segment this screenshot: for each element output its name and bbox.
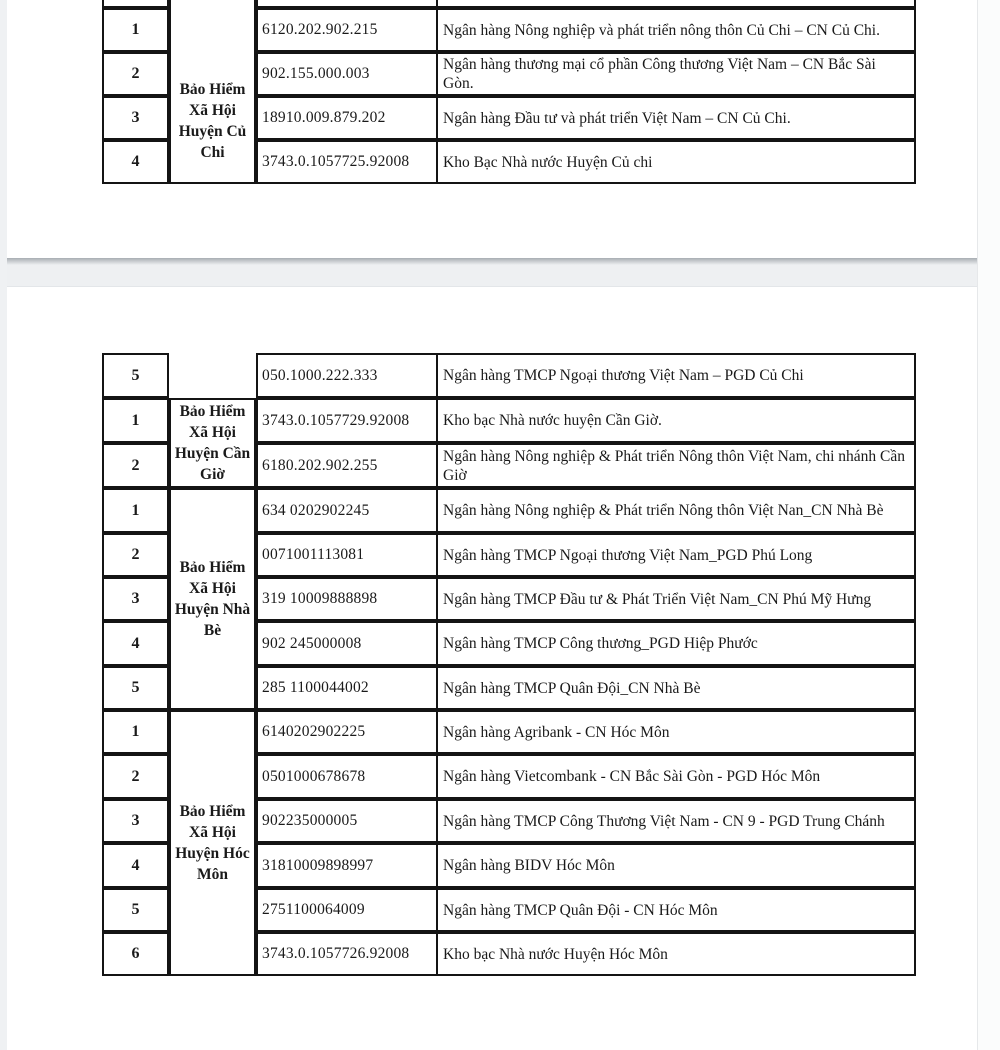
row-detail-cell — [256, 8, 916, 52]
row-number-cell: 5 — [102, 888, 169, 932]
page-separator — [7, 258, 978, 287]
table-row — [102, 96, 918, 140]
row-number-cell: 1 — [102, 398, 169, 443]
account-number: 0071001113081 — [258, 535, 438, 575]
account-number: 18910.009.879.202 — [258, 98, 438, 138]
bank-name: Ngân hàng TMCP Quân Đội_CN Nhà Bè — [443, 679, 701, 697]
table-row — [102, 888, 918, 932]
bank-name: Ngân hàng Agribank - CN Hóc Môn — [443, 723, 670, 741]
bank-name — [438, 0, 914, 6]
table-row — [102, 8, 918, 52]
table-row — [102, 932, 918, 976]
row-detail-cell — [256, 621, 916, 666]
row-number-cell: 4 — [102, 843, 169, 888]
account-number: 3743.0.1057725.92008 — [258, 142, 438, 182]
account-number: 6180.202.902.255 — [258, 445, 438, 486]
table-row — [102, 353, 918, 398]
table-row — [102, 666, 918, 710]
row-detail-cell — [256, 843, 916, 888]
row-number-cell: 2 — [102, 533, 169, 577]
row-detail-cell — [256, 932, 916, 976]
row-detail-cell — [256, 533, 916, 577]
row-number-cell: 1 — [102, 8, 169, 52]
account-number — [258, 0, 438, 6]
table-row — [102, 577, 918, 621]
bank-name: Ngân hàng thương mại cổ phần Công thương Việt Nam – CN Bắc Sài Gòn. — [443, 56, 876, 92]
bank-name: Ngân hàng TMCP Ngoại thương Việt Nam – PGD Củ Chi — [443, 367, 804, 384]
table-row — [102, 710, 918, 754]
row-detail-cell — [256, 754, 916, 799]
bank-name: Ngân hàng Vietcombank - CN Bắc Sài Gòn - PGD Hóc Môn — [443, 768, 821, 785]
row-number-cell: 3 — [102, 577, 169, 621]
table-row — [102, 533, 918, 577]
bank-name: Ngân hàng Nông nghiệp & Phát triển Nông thôn Việt Nan_CN Nhà Bè — [443, 502, 884, 519]
table-row — [102, 621, 918, 666]
row-detail-cell — [256, 577, 916, 621]
row-detail-cell — [256, 443, 916, 488]
group-label: Bảo Hiểm Xã Hội Huyện Nhà Bè — [174, 559, 251, 639]
row-number-cell: 1 — [102, 710, 169, 754]
table-row — [102, 398, 918, 443]
row-detail-cell — [256, 96, 916, 140]
row-number-cell: 4 — [102, 621, 169, 666]
account-number: 0501000678678 — [258, 756, 438, 797]
account-number: 2751100064009 — [258, 890, 438, 930]
bank-name: Ngân hàng Nông nghiệp và phát triển nông thôn Củ Chi – CN Củ Chi. — [443, 21, 880, 39]
row-number-cell: 2 — [102, 52, 169, 96]
bank-name: Ngân hàng TMCP Quân Đội - CN Hóc Môn — [443, 901, 718, 919]
row-number-cell: 6 — [102, 932, 169, 976]
row-detail-cell — [256, 888, 916, 932]
account-number: 6140202902225 — [258, 712, 438, 752]
group-label: Bảo Hiểm Xã Hội Huyện Củ Chi — [178, 81, 247, 161]
row-number-cell: 2 — [102, 443, 169, 488]
bank-name: Ngân hàng BIDV Hóc Môn — [443, 857, 615, 874]
document-page-2 — [7, 287, 978, 1050]
account-number: 285 1100044002 — [258, 668, 438, 708]
bank-name: Ngân hàng TMCP Công thương_PGD Hiệp Phước — [443, 635, 758, 652]
account-number: 6120.202.902.215 — [258, 10, 438, 50]
bank-name: Ngân hàng TMCP Ngoại thương Việt Nam_PGD Phú Long — [443, 546, 813, 564]
table-row — [102, 754, 918, 799]
bank-name: Kho bạc Nhà nước Huyện Hóc Môn — [443, 945, 668, 963]
bank-name: Ngân hàng TMCP Đầu tư & Phát Triển Việt Nam_CN Phú Mỹ Hưng — [443, 590, 872, 608]
table-row — [102, 799, 918, 843]
bank-name: Ngân hàng Đầu tư và phát triển Việt Nam – CN Củ Chi. — [443, 109, 791, 127]
row-number-cell: 4 — [102, 140, 169, 184]
row-number-cell: 5 — [102, 353, 169, 398]
account-number: 3743.0.1057726.92008 — [258, 934, 438, 974]
bank-name: Ngân hàng Nông nghiệp & Phát triển Nông thôn Việt Nam, chi nhánh Cần Giờ — [443, 447, 905, 484]
account-number: 634 0202902245 — [258, 490, 438, 531]
row-detail-cell — [256, 52, 916, 96]
table-row — [102, 443, 918, 488]
account-number: 319 10009888898 — [258, 579, 438, 619]
account-number: 050.1000.222.333 — [258, 355, 438, 396]
row-number-cell — [102, 0, 169, 8]
row-detail-cell — [256, 488, 916, 533]
table-row — [102, 843, 918, 888]
row-detail-cell — [256, 398, 916, 443]
table-row — [102, 52, 918, 96]
row-detail-cell — [256, 0, 916, 8]
window-left-edge — [0, 0, 7, 1050]
row-detail-cell — [256, 666, 916, 710]
bank-name: Kho bạc Nhà nước huyện Cần Giờ. — [443, 412, 662, 429]
row-detail-cell — [256, 799, 916, 843]
bank-name: Ngân hàng TMCP Công Thương Việt Nam - CN 9 - PGD Trung Chánh — [443, 812, 885, 830]
row-detail-cell — [256, 710, 916, 754]
row-number-cell: 5 — [102, 666, 169, 710]
group-label: Bảo Hiểm Xã Hội Huyện Hóc Môn — [175, 803, 250, 883]
account-number: 3743.0.1057729.92008 — [258, 400, 438, 441]
group-label: Bảo Hiểm Xã Hội Huyện Cần Giờ — [174, 403, 251, 483]
table-row — [102, 140, 918, 184]
row-number-cell: 2 — [102, 754, 169, 799]
row-number-cell: 3 — [102, 96, 169, 140]
row-number-cell: 3 — [102, 799, 169, 843]
document-page-1 — [7, 0, 978, 258]
row-detail-cell — [256, 353, 916, 398]
account-number: 902.155.000.003 — [258, 54, 438, 94]
row-detail-cell — [256, 140, 916, 184]
account-number: 902235000005 — [258, 801, 438, 841]
bank-name: Kho Bạc Nhà nước Huyện Củ chi — [443, 153, 653, 171]
scrollbar-track[interactable] — [978, 0, 1000, 1050]
account-number: 902 245000008 — [258, 623, 438, 664]
row-number-cell: 1 — [102, 488, 169, 533]
account-number: 31810009898997 — [258, 845, 438, 886]
table-row — [102, 488, 918, 533]
